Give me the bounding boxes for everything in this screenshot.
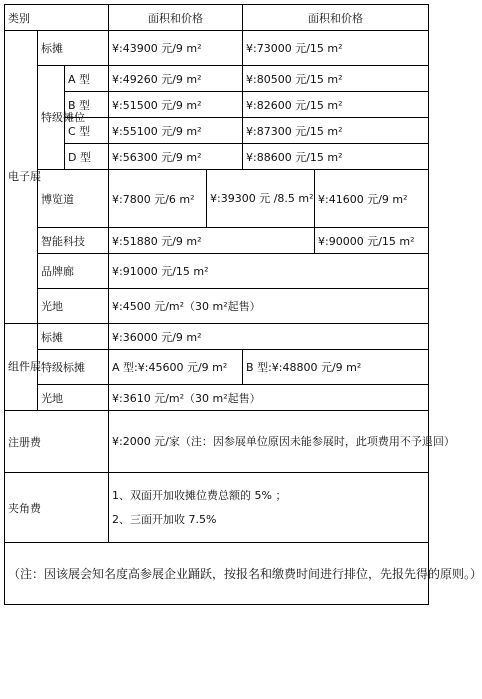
table-row xyxy=(5,144,429,170)
price-cell: ¥:88600 元/15 m² xyxy=(243,144,429,170)
price-cell: ¥:80500 元/15 m² xyxy=(243,66,429,92)
table-row xyxy=(5,170,429,228)
row-label: 特级标摊 xyxy=(38,350,109,385)
row-label: 标摊 xyxy=(38,31,109,66)
assembly-section-label: 组件展 xyxy=(5,324,38,411)
row-label: 博览道 xyxy=(38,170,109,228)
table-row xyxy=(5,324,429,350)
booth-type-label: C 型 xyxy=(65,118,109,144)
booth-type-label: A 型 xyxy=(65,66,109,92)
special-booth-label: 特级摊位 xyxy=(38,66,65,170)
table-row xyxy=(5,385,429,411)
booth-type-label: B 型 xyxy=(65,92,109,118)
price-cell: ¥:91000 元/15 m² xyxy=(109,254,429,289)
price-cell: ¥:43900 元/9 m² xyxy=(109,31,243,66)
price-cell: ¥:4500 元/m²（30 m²起售） xyxy=(109,289,429,324)
note-row xyxy=(5,543,429,605)
table-row xyxy=(5,66,429,92)
price-cell: ¥:51500 元/9 m² xyxy=(109,92,243,118)
price-cell: ¥:90000 元/15 m² xyxy=(315,228,429,254)
corner-fee-line-1: 1、双面开加收摊位费总额的 5% ； xyxy=(112,488,287,502)
price-cell: ¥:36000 元/9 m² xyxy=(109,324,429,350)
registration-fee-text: ¥:2000 元/家（注：因参展单位原因未能参展时，此项费用不予退回） xyxy=(109,411,429,473)
table-row xyxy=(5,411,429,473)
row-label: 标摊 xyxy=(38,324,109,350)
table-row xyxy=(5,473,429,543)
table-row xyxy=(5,254,429,289)
table-row xyxy=(5,228,429,254)
header-row xyxy=(5,5,429,31)
price-cell: ¥:87300 元/15 m² xyxy=(243,118,429,144)
price-cell: ¥:82600 元/15 m² xyxy=(243,92,429,118)
note-text: （注：因该展会知名度高参展企业踊跃，按报名和缴费时间进行排位，先报先得的原则。） xyxy=(5,543,429,605)
price-cell: ¥:3610 元/m²（30 m²起售） xyxy=(109,385,429,411)
row-label: 光地 xyxy=(38,385,109,411)
price-cell: ¥:56300 元/9 m² xyxy=(109,144,243,170)
price-cell: A 型:¥:45600 元/9 m² xyxy=(109,350,243,385)
price-cell: ¥:55100 元/9 m² xyxy=(109,118,243,144)
price-cell: ¥:7800 元/6 m² xyxy=(109,170,207,228)
booth-type-label: D 型 xyxy=(65,144,109,170)
electronic-section-label: 电子展 xyxy=(5,31,38,324)
corner-fee-label: 夹角费 xyxy=(5,473,109,543)
price-cell: ¥:51880 元/9 m² xyxy=(109,228,315,254)
price-cell: ¥:49260 元/9 m² xyxy=(109,66,243,92)
header-area-price-a: 面积和价格 xyxy=(109,5,243,31)
row-label: 品牌廊 xyxy=(38,254,109,289)
table-row xyxy=(5,31,429,66)
registration-fee-label: 注册费 xyxy=(5,411,109,473)
row-label: 光地 xyxy=(38,289,109,324)
header-area-price-b: 面积和价格 xyxy=(243,5,429,31)
row-label: 智能科技 xyxy=(38,228,109,254)
table-row xyxy=(5,289,429,324)
price-cell: ¥:73000 元/15 m² xyxy=(243,31,429,66)
corner-fee-text xyxy=(109,473,429,543)
exhibition-fee-table xyxy=(4,4,482,605)
header-category: 类别 xyxy=(5,5,109,31)
table-row xyxy=(5,350,429,385)
price-cell: ¥:41600 元/9 m² xyxy=(315,170,429,228)
corner-fee-line-2: 2、三面开加收 7.5% xyxy=(112,512,217,526)
price-cell: B 型:¥:48800 元/9 m² xyxy=(243,350,429,385)
price-cell: ¥:39300 元 /8.5 m² xyxy=(207,170,315,228)
